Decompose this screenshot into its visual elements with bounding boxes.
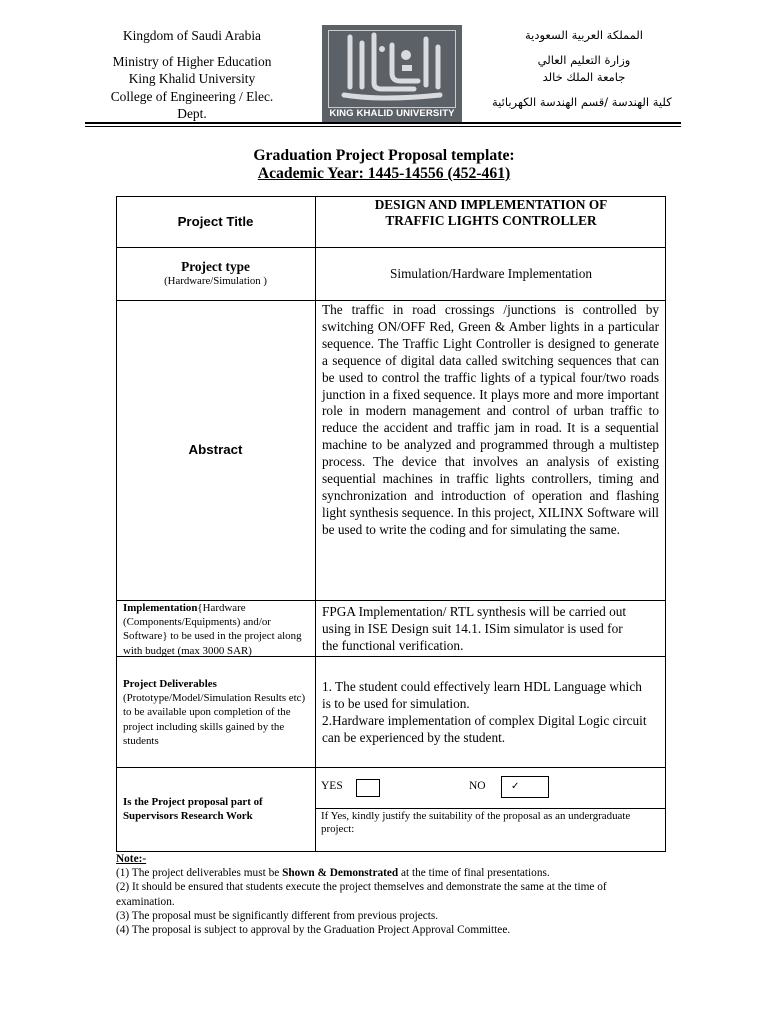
checkmark-icon: ✓ (511, 781, 520, 792)
implementation-label-rest: {Hardware (Components/Equipments) and/or Software} to be used in the project along with budget (max 3000 SAR) (123, 602, 302, 657)
note-1-pre: (1) The project deliverables must be (116, 867, 283, 879)
deliverables-label (123, 677, 311, 748)
project-title-label: Project Title (177, 214, 254, 229)
country-name: Kingdom of Saudi Arabia (123, 28, 261, 43)
note-4: (4) The proposal is subject to approval by the Graduation Project Approval Committee. (116, 924, 511, 936)
header-rule-thin (85, 126, 681, 127)
project-title-value (316, 197, 666, 229)
no-label: NO (469, 780, 486, 792)
no-checkbox[interactable] (501, 776, 549, 798)
header-left-block (88, 27, 296, 123)
deliverable-item: 2.Hardware implementation of complex Digital Logic circuit can be experienced by the student. (322, 712, 647, 745)
table-row-divider (316, 808, 666, 809)
project-type-sublabel: (Hardware/Simulation ) (164, 275, 267, 287)
table-row-divider (116, 247, 666, 248)
project-type-label-block (116, 259, 315, 287)
table-row-divider (116, 300, 666, 301)
table-row-divider (116, 767, 666, 768)
table-column-divider (315, 196, 316, 852)
college-name: College of Engineering / Elec. (110, 88, 274, 104)
note-2: (2) It should be ensured that students execute the project themselves and demonstrate the same at the time of examination. (116, 881, 607, 908)
deliverable-item: 1. The student could effectively learn HDL Language which is to be used for simulation. (322, 679, 642, 711)
university-name: King Khalid University (128, 71, 256, 86)
department-name: Dept. (177, 106, 207, 121)
deliverables-value (322, 679, 648, 747)
research-question-label: Is the Project proposal part of Supervisors Research Work (123, 796, 263, 822)
abstract-label: Abstract (188, 442, 243, 457)
implementation-label-bold: Implementation (123, 602, 198, 614)
deliverables-label-bold: Project Deliverables (123, 678, 217, 690)
academic-year: Academic Year: 1445-14556 (452-461) (257, 165, 511, 182)
ministry-name: Ministry of Higher Education (112, 53, 272, 69)
abstract-text: The traffic in road crossings /junctions is controlled by switching ON/OFF Red, Green & Amber lights in a particular sequence. The Traffic Light Controller is designed to generate a sequence of digital data called switching sequences that can be used to control the traffic lights of a typical four/two roads junction in a fixed sequence. It plays more and more important role in modern management and control of urban traffic to reduce the accident and traffic jam in road. It is a sequential machine to be analyzed and programmed through a multistep process. The device that involves an analysis of existing sequential machines in traffic lights controllers, timing and synchronization and introduction of operation and flashing light synthesis sequence. In this project, XILINX Software will be used to write the coding and for simulating the same. (322, 302, 659, 537)
note-3: (3) The proposal must be significantly different from previous projects. (116, 910, 439, 922)
project-title-line: DESIGN AND IMPLEMENTATION OF (374, 197, 608, 212)
logo-calligraphy-icon (322, 25, 462, 109)
project-type-label: Project type (181, 259, 250, 274)
country-name-arabic: المملكة العربية السعودية (525, 28, 643, 42)
implementation-value: FPGA Implementation/ RTL synthesis will be carried out using in ISE Design suit 14.1. ISim simulator is used for the functional verification. (322, 604, 627, 653)
deliverables-label-rest: (Prototype/Model/Simulation Results etc) to be available upon completion of the project including skills gained by the students (123, 692, 306, 747)
header-rule-thick (85, 122, 681, 124)
yes-label: YES (321, 780, 343, 792)
university-name-arabic: جامعة الملك خالد (542, 70, 626, 84)
implementation-label (123, 601, 311, 658)
ministry-name-arabic: وزارة التعليم العالي (537, 53, 631, 67)
project-title-line: TRAFFIC LIGHTS CONTROLLER (385, 213, 597, 228)
logo-text: KING KHALID UNIVERSITY (329, 108, 455, 119)
document-title: Graduation Project Proposal template: (253, 147, 515, 164)
header-right-block (486, 27, 682, 111)
note-1-post: at the time of final presentations. (398, 867, 550, 879)
yes-checkbox[interactable] (356, 779, 380, 797)
university-logo (322, 25, 462, 122)
project-type-value: Simulation/Hardware Implementation (390, 266, 592, 281)
college-name-arabic: كلية الهندسة /قسم الهندسة الكهربائية (492, 95, 672, 109)
notes-heading: Note:- (116, 853, 147, 865)
note-1-bold: Shown & Demonstrated (282, 867, 399, 879)
justify-text: If Yes, kindly justify the suitability of the proposal as an undergraduate project: (321, 810, 631, 835)
note-1 (116, 866, 676, 881)
